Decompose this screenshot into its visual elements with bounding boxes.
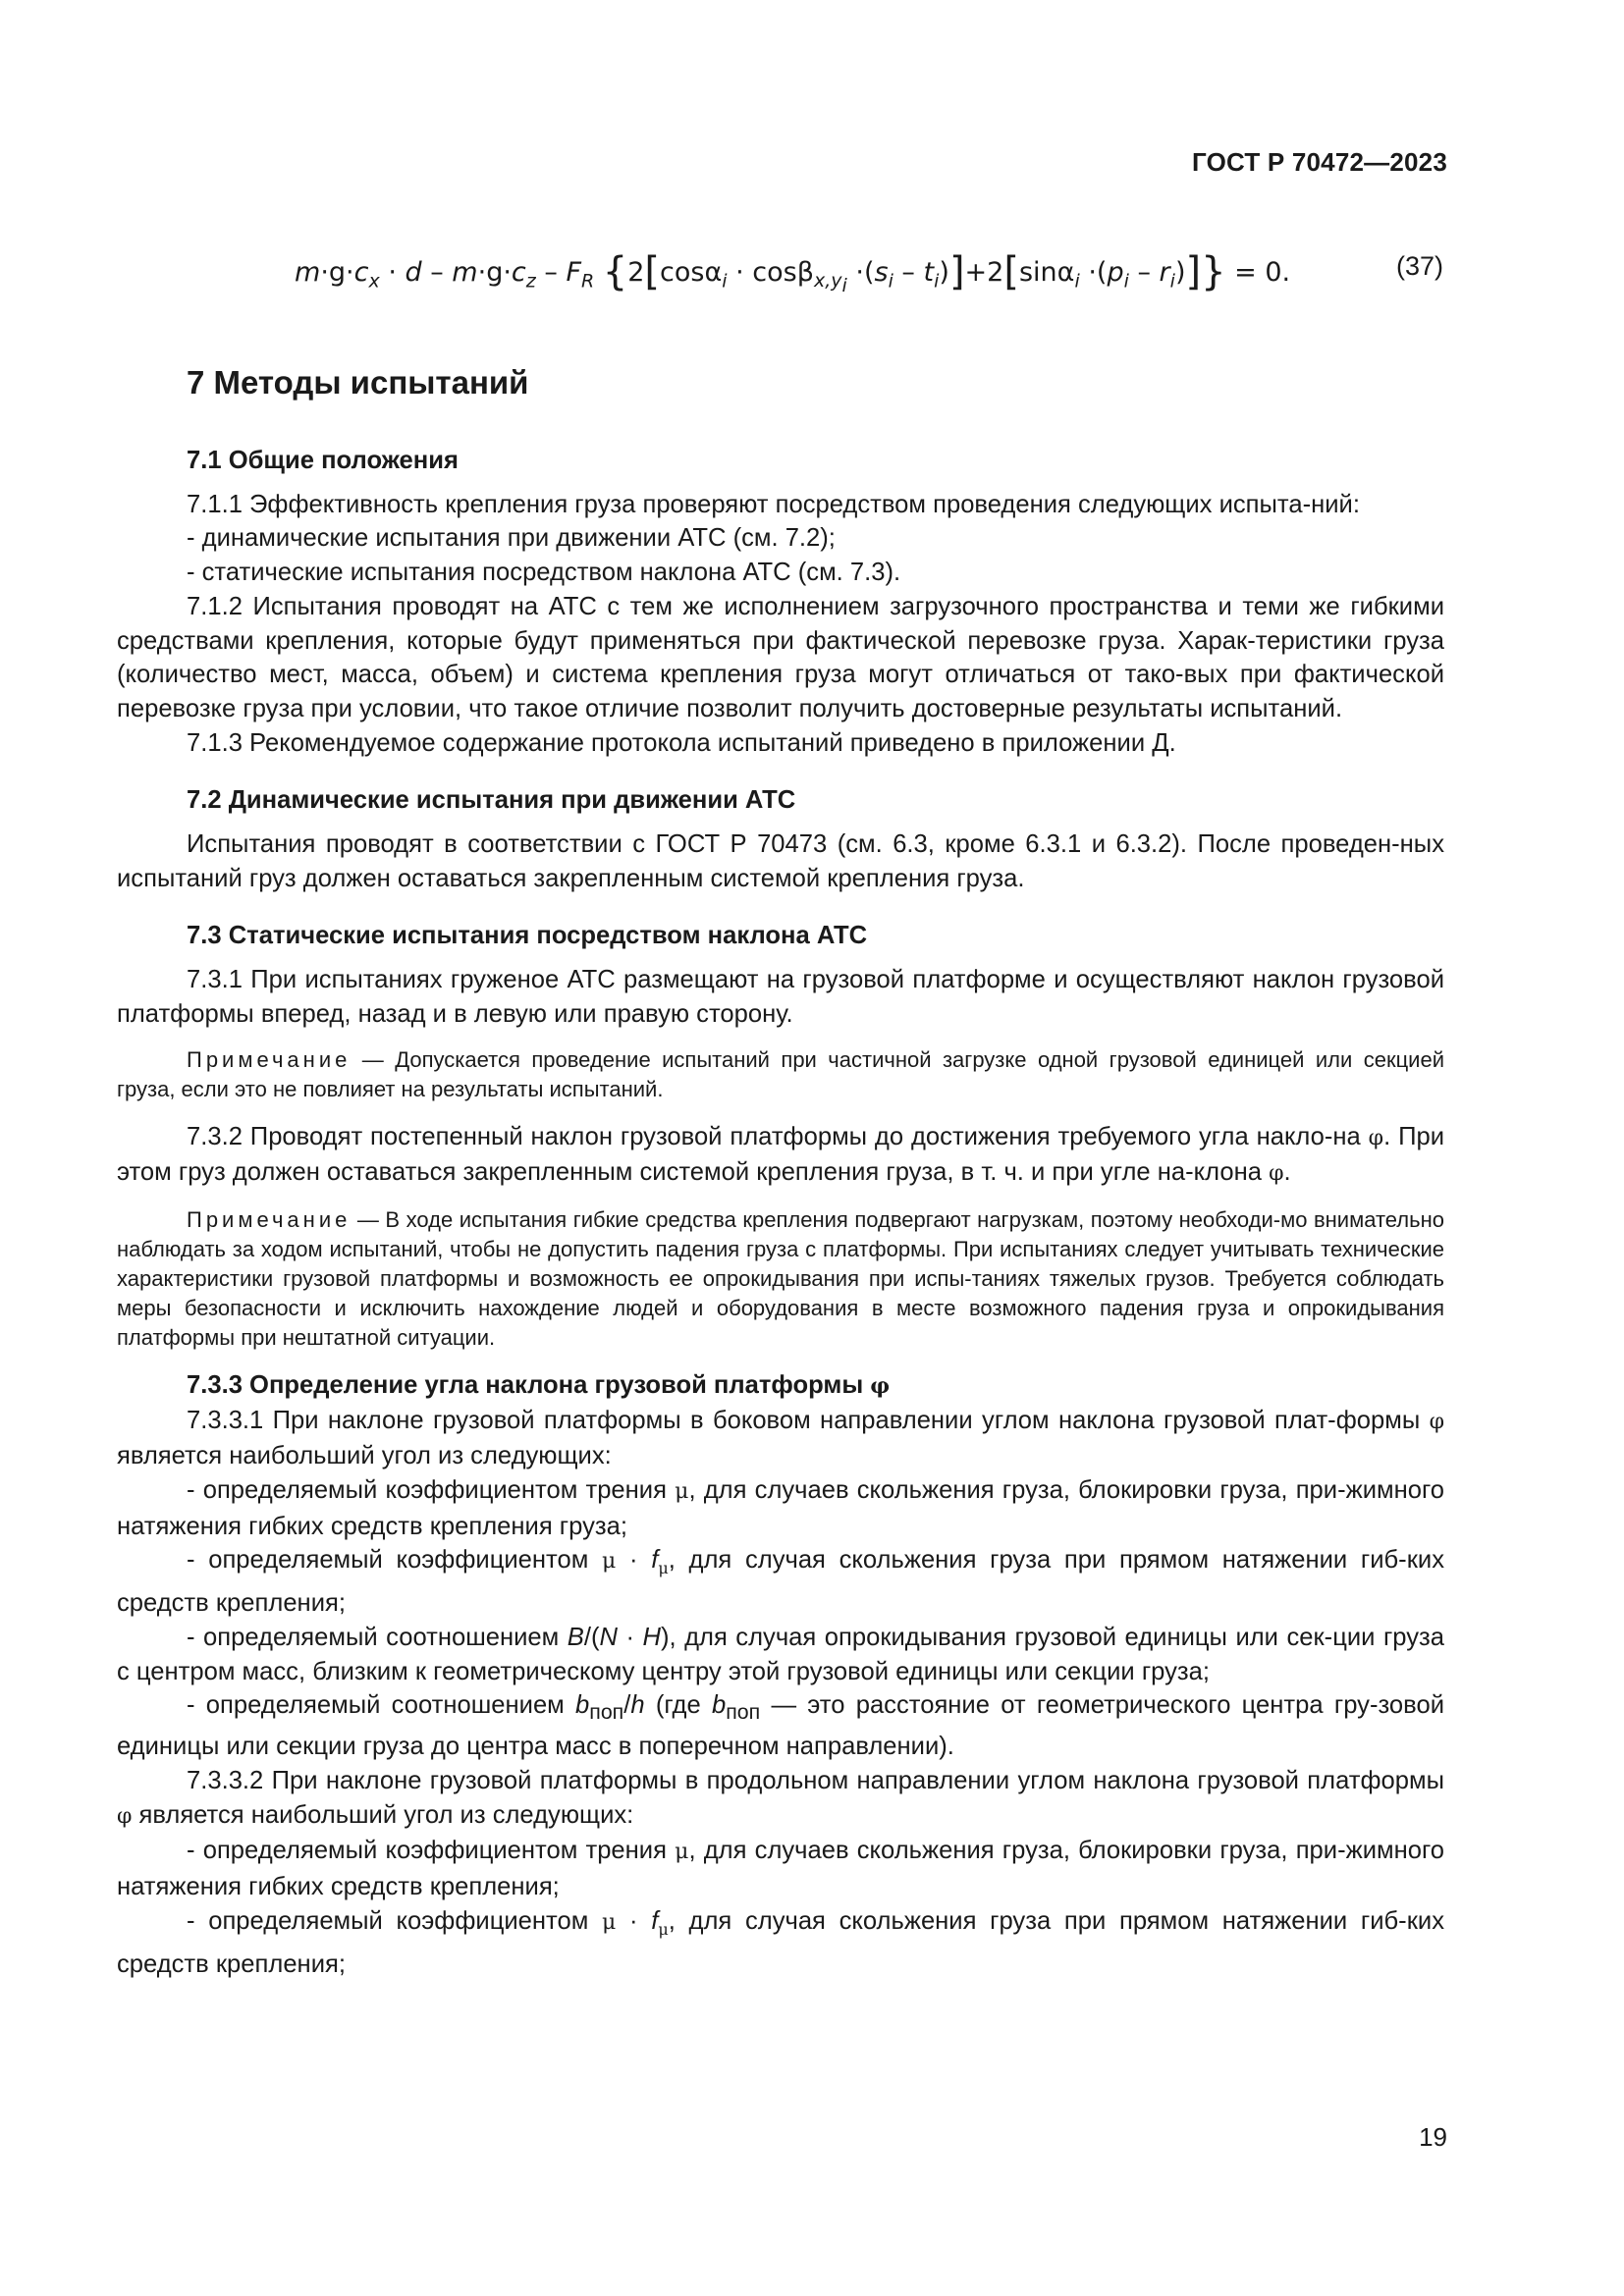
- equation-expression: $m\cdot g\cdot c_x \cdot d - m\cdot g\cdot c_z - F_R$ $\{2[\cos\alpha_i \cdot \cos\beta_{x,y_i} \cdot(s_i - t_i)]+2[\sin\alpha_i \cdot(p_i - r_i)]\} = 0$.: [295, 249, 1291, 297]
- list-item: [117, 1543, 1444, 1621]
- note-text: — В ходе испытания гибкие средства крепления подвергают нагрузкам, поэтому необходи-мо внимательно наблюдать за ходом испытаний, чтобы не допустить падения груза с платформы. При испытаниях следует учитывать технические характеристики грузовой платформы и возможность ее опрокидывания при испы-таниях тяжелых грузов. Требуется соблюдать меры безопасности и исключить нахождение людей и оборудования в месте возможного падения груза и опрокидывания платформы при нештатной ситуации.: [117, 1206, 1444, 1350]
- list-item: [117, 1904, 1444, 1982]
- text-run: 7.3.2 Проводят постепенный наклон грузовой платформы до достижения требуемого угла накло-на: [187, 1122, 1369, 1150]
- paragraph: [117, 1764, 1444, 1834]
- text-run: - определяемый коэффициентом трения: [187, 1837, 676, 1865]
- subsection-heading: 7.1 Общие положения: [187, 447, 459, 474]
- text-run: (где: [644, 1691, 712, 1720]
- text-run: - определяемый коэффициентом: [187, 1906, 602, 1935]
- text-run: , для случаев скольжения груза, блокировки груза, при-жимного натяжения гибких средств крепления;: [117, 1837, 1444, 1901]
- text-run: , для случая скольжения груза при прямом натяжении гиб-ких средств крепления;: [117, 1546, 1445, 1618]
- list-item: [117, 1834, 1444, 1903]
- heading-text: 7.3.3 Определение угла наклона грузовой платформы: [187, 1370, 871, 1399]
- text-run: - определяемый коэффициентом: [187, 1546, 602, 1575]
- text-run: , для случаев скольжения груза, блокировки груза, при-жимного натяжения гибких средств крепления груза;: [117, 1476, 1444, 1540]
- paragraph: 7.3.1 При испытаниях груженое АТС размещают на грузовой платформе и осуществляют наклон грузовой платформы вперед, назад и в левую или правую сторону.: [117, 966, 1444, 1028]
- note-text: — Допускается проведение испытаний при частичной загрузке одной грузовой единицей или секцией груза, если это не повлияет на результаты испытаний.: [117, 1046, 1444, 1101]
- text-run: - определяемый соотношением: [187, 1623, 568, 1651]
- paragraph: 7.1.1 Эффективность крепления груза проверяют посредством проведения следующих испыта-ний:: [187, 490, 1360, 518]
- paragraph: [117, 1120, 1444, 1192]
- equation-number: (37): [1395, 251, 1443, 281]
- mu-f-mu-expression: $\mu \cdot f_\mu$: [602, 1906, 669, 1939]
- text-run: — это расстояние от геометрического центра гру-зовой единицы или секции груза до центра масс в поперечном направлении).: [117, 1691, 1444, 1761]
- text-run: 7.3.3.1 При наклоне грузовой платформы в боковом направлении углом наклона грузовой плат-формы: [187, 1406, 1430, 1434]
- phi-symbol: φ: [1429, 1409, 1444, 1434]
- mu-f-mu-expression: $\mu \cdot f_\mu$: [602, 1546, 669, 1578]
- list-item: [117, 1621, 1444, 1688]
- document-body: [117, 363, 1444, 1981]
- subsection-heading: 7.3 Статические испытания посредством наклона АТС: [187, 922, 868, 950]
- phi-symbol: φ: [117, 1803, 133, 1829]
- text-run: 7.3.3.2 При наклоне грузовой платформы в продольном направлении углом наклона грузовой платформы: [187, 1766, 1444, 1794]
- list-item: [117, 1688, 1444, 1764]
- phi-symbol: φ: [1269, 1161, 1284, 1187]
- note-label: Примечание: [187, 1206, 352, 1232]
- text-run: - определяемый коэффициентом трения: [187, 1476, 676, 1505]
- text-run: . При этом груз должен оставаться закрепленным системой крепления груза, в т. ч. и при угле на-клона: [117, 1122, 1444, 1187]
- paragraph: 7.1.3 Рекомендуемое содержание протокола испытаний приведено в приложении Д.: [187, 728, 1176, 757]
- page-number: 19: [1419, 2122, 1447, 2152]
- ratio-expression: $b_{поп}/h$: [575, 1691, 645, 1725]
- subsection-heading: [187, 1368, 1444, 1404]
- phi-symbol: φ: [870, 1372, 891, 1399]
- ratio-expression: B/(N · H): [567, 1623, 670, 1651]
- mu-symbol: μ: [675, 1479, 689, 1505]
- section-heading: 7 Методы испытаний: [187, 364, 529, 400]
- note: [117, 1205, 1444, 1353]
- list-item: - динамические испытания при движении АТС (см. 7.2);: [187, 524, 836, 553]
- mu-symbol: μ: [675, 1840, 689, 1865]
- paragraph: [117, 1404, 1444, 1473]
- text-run: , для случая скольжения груза при прямом натяжении гиб-ких средств крепления;: [117, 1906, 1445, 1978]
- list-item: [117, 1473, 1444, 1543]
- document-header: ГОСТ Р 70472—2023: [1192, 147, 1447, 177]
- text-run: является наибольший угол из следующих:: [117, 1442, 612, 1470]
- variable-b-pop: $b_{поп}$: [711, 1691, 761, 1725]
- phi-symbol: φ: [1368, 1125, 1384, 1150]
- equation-37: [295, 236, 1443, 314]
- text-run: - определяемый соотношением: [187, 1691, 576, 1720]
- text-run: является наибольший угол из следующих:: [132, 1800, 634, 1829]
- text-run: , для случая опрокидывания грузовой единицы или сек-ции груза с центром масс, близким к геометрическому центру этой грузовой единицы или секции груза;: [117, 1623, 1445, 1685]
- paragraph: Испытания проводят в соответствии с ГОСТ Р 70473 (см. 6.3, кроме 6.3.1 и 6.3.2). После проведен-ных испытаний груз должен оставаться закрепленным системой крепления груза.: [117, 830, 1444, 892]
- text-run: .: [1283, 1158, 1291, 1187]
- paragraph: 7.1.2 Испытания проводят на АТС с тем же исполнением загрузочного пространства и теми же гибкими средствами крепления, которые будут применяться при фактической перевозке груза. Харак-теристики груза (количество мест, масса, объем) и система крепления груза могут отличаться от тако-вых при фактической перевозке груза при условии, что такое отличие позволит получить достоверные результаты испытаний.: [117, 592, 1444, 722]
- list-item: - статические испытания посредством наклона АТС (см. 7.3).: [187, 559, 901, 587]
- note-label: Примечание: [187, 1046, 352, 1072]
- note: [117, 1045, 1444, 1104]
- subsection-heading: 7.2 Динамические испытания при движении АТС: [187, 786, 796, 815]
